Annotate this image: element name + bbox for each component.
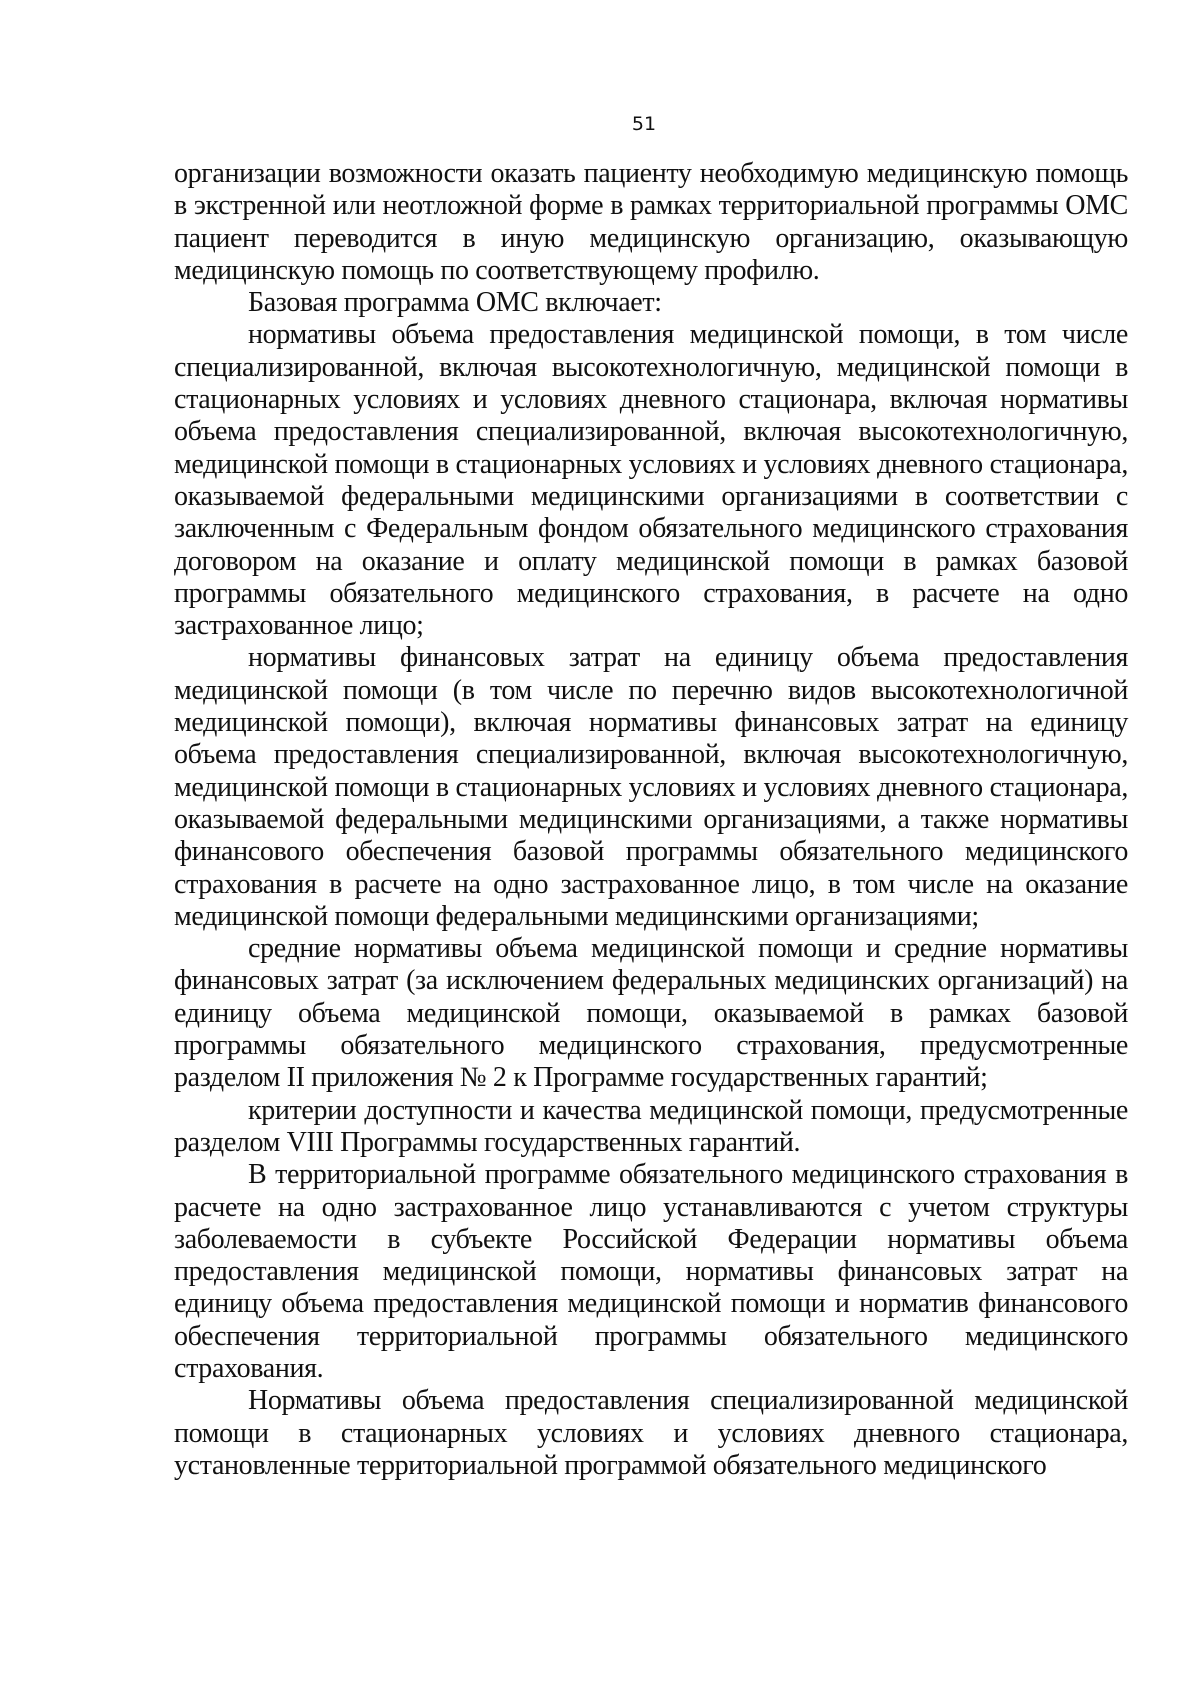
paragraph-basic-program-intro: Базовая программа ОМС включает: bbox=[248, 287, 662, 319]
paragraph-quality-criteria: критерии доступности и качества медицинской помощи, предусмотренные разделом VIII Программы государственных гарантий. bbox=[174, 1094, 1128, 1158]
paragraph-financial-cost-norms: нормативы финансовых затрат на единицу объема предоставления медицинской помощи (в том числе по перечню видов высокотехнологичной медицинской помощи), включая нормативы финансовых затрат на единицу объема предоставления специализированной, включая высокотехнологичную, медицинской помощи в стационарных условиях и условиях дневного стационара, оказываемой федеральными медицинскими организациями, а также нормативы финансового обеспечения базовой программы обязательного медицинского страхования в расчете на одно застрахованное лицо, в том числе на оказание медицинской помощи федеральными медицинскими организациями; bbox=[174, 642, 1128, 932]
paragraph-continuation: организации возможности оказать пациенту необходимую медицинскую помощь в экстренной или неотложной форме в рамках территориальной программы ОМС пациент переводится в иную медицинскую организацию, оказывающую медицинскую помощь по соответствующему профилю. bbox=[174, 158, 1128, 286]
body-text bbox=[174, 158, 1128, 1482]
paragraph-average-norms: средние нормативы объема медицинской помощи и средние нормативы финансовых затрат (за исключением федеральных медицинских организаций) на единицу объема медицинской помощи, оказываемой в рамках базовой программы обязательного медицинского страхования, предусмотренные разделом II приложения № 2 к Программе государственных гарантий; bbox=[174, 933, 1128, 1094]
paragraph-specialized-care-norms: Нормативы объема предоставления специализированной медицинской помощи в стационарных условиях и условиях дневного стационара, установленные территориальной программой обязательного медицинского bbox=[174, 1385, 1128, 1481]
paragraph-territorial-program: В территориальной программе обязательного медицинского страхования в расчете на одно застрахованное лицо устанавливаются с учетом структуры заболеваемости в субъекте Российской Федерации нормативы объема предоставления медицинской помощи, нормативы финансовых затрат на единицу объема предоставления медицинской помощи и норматив финансового обеспечения территориальной программы обязательного медицинского страхования. bbox=[174, 1159, 1128, 1384]
paragraph-volume-norms: нормативы объема предоставления медицинской помощи, в том числе специализированной, включая высокотехнологичную, медицинской помощи в стационарных условиях и условиях дневного стационара, включая нормативы объема предоставления специализированной, включая высокотехнологичную, медицинской помощи в стационарных условиях и условиях дневного стационара, оказываемой федеральными медицинскими организациями в соответствии с заключенным с Федеральным фондом обязательного медицинского страхования договором на оказание и оплату медицинской помощи в рамках базовой программы обязательного медицинского страхования, в расчете на одно застрахованное лицо; bbox=[174, 319, 1128, 642]
page-number: 51 bbox=[631, 113, 657, 135]
